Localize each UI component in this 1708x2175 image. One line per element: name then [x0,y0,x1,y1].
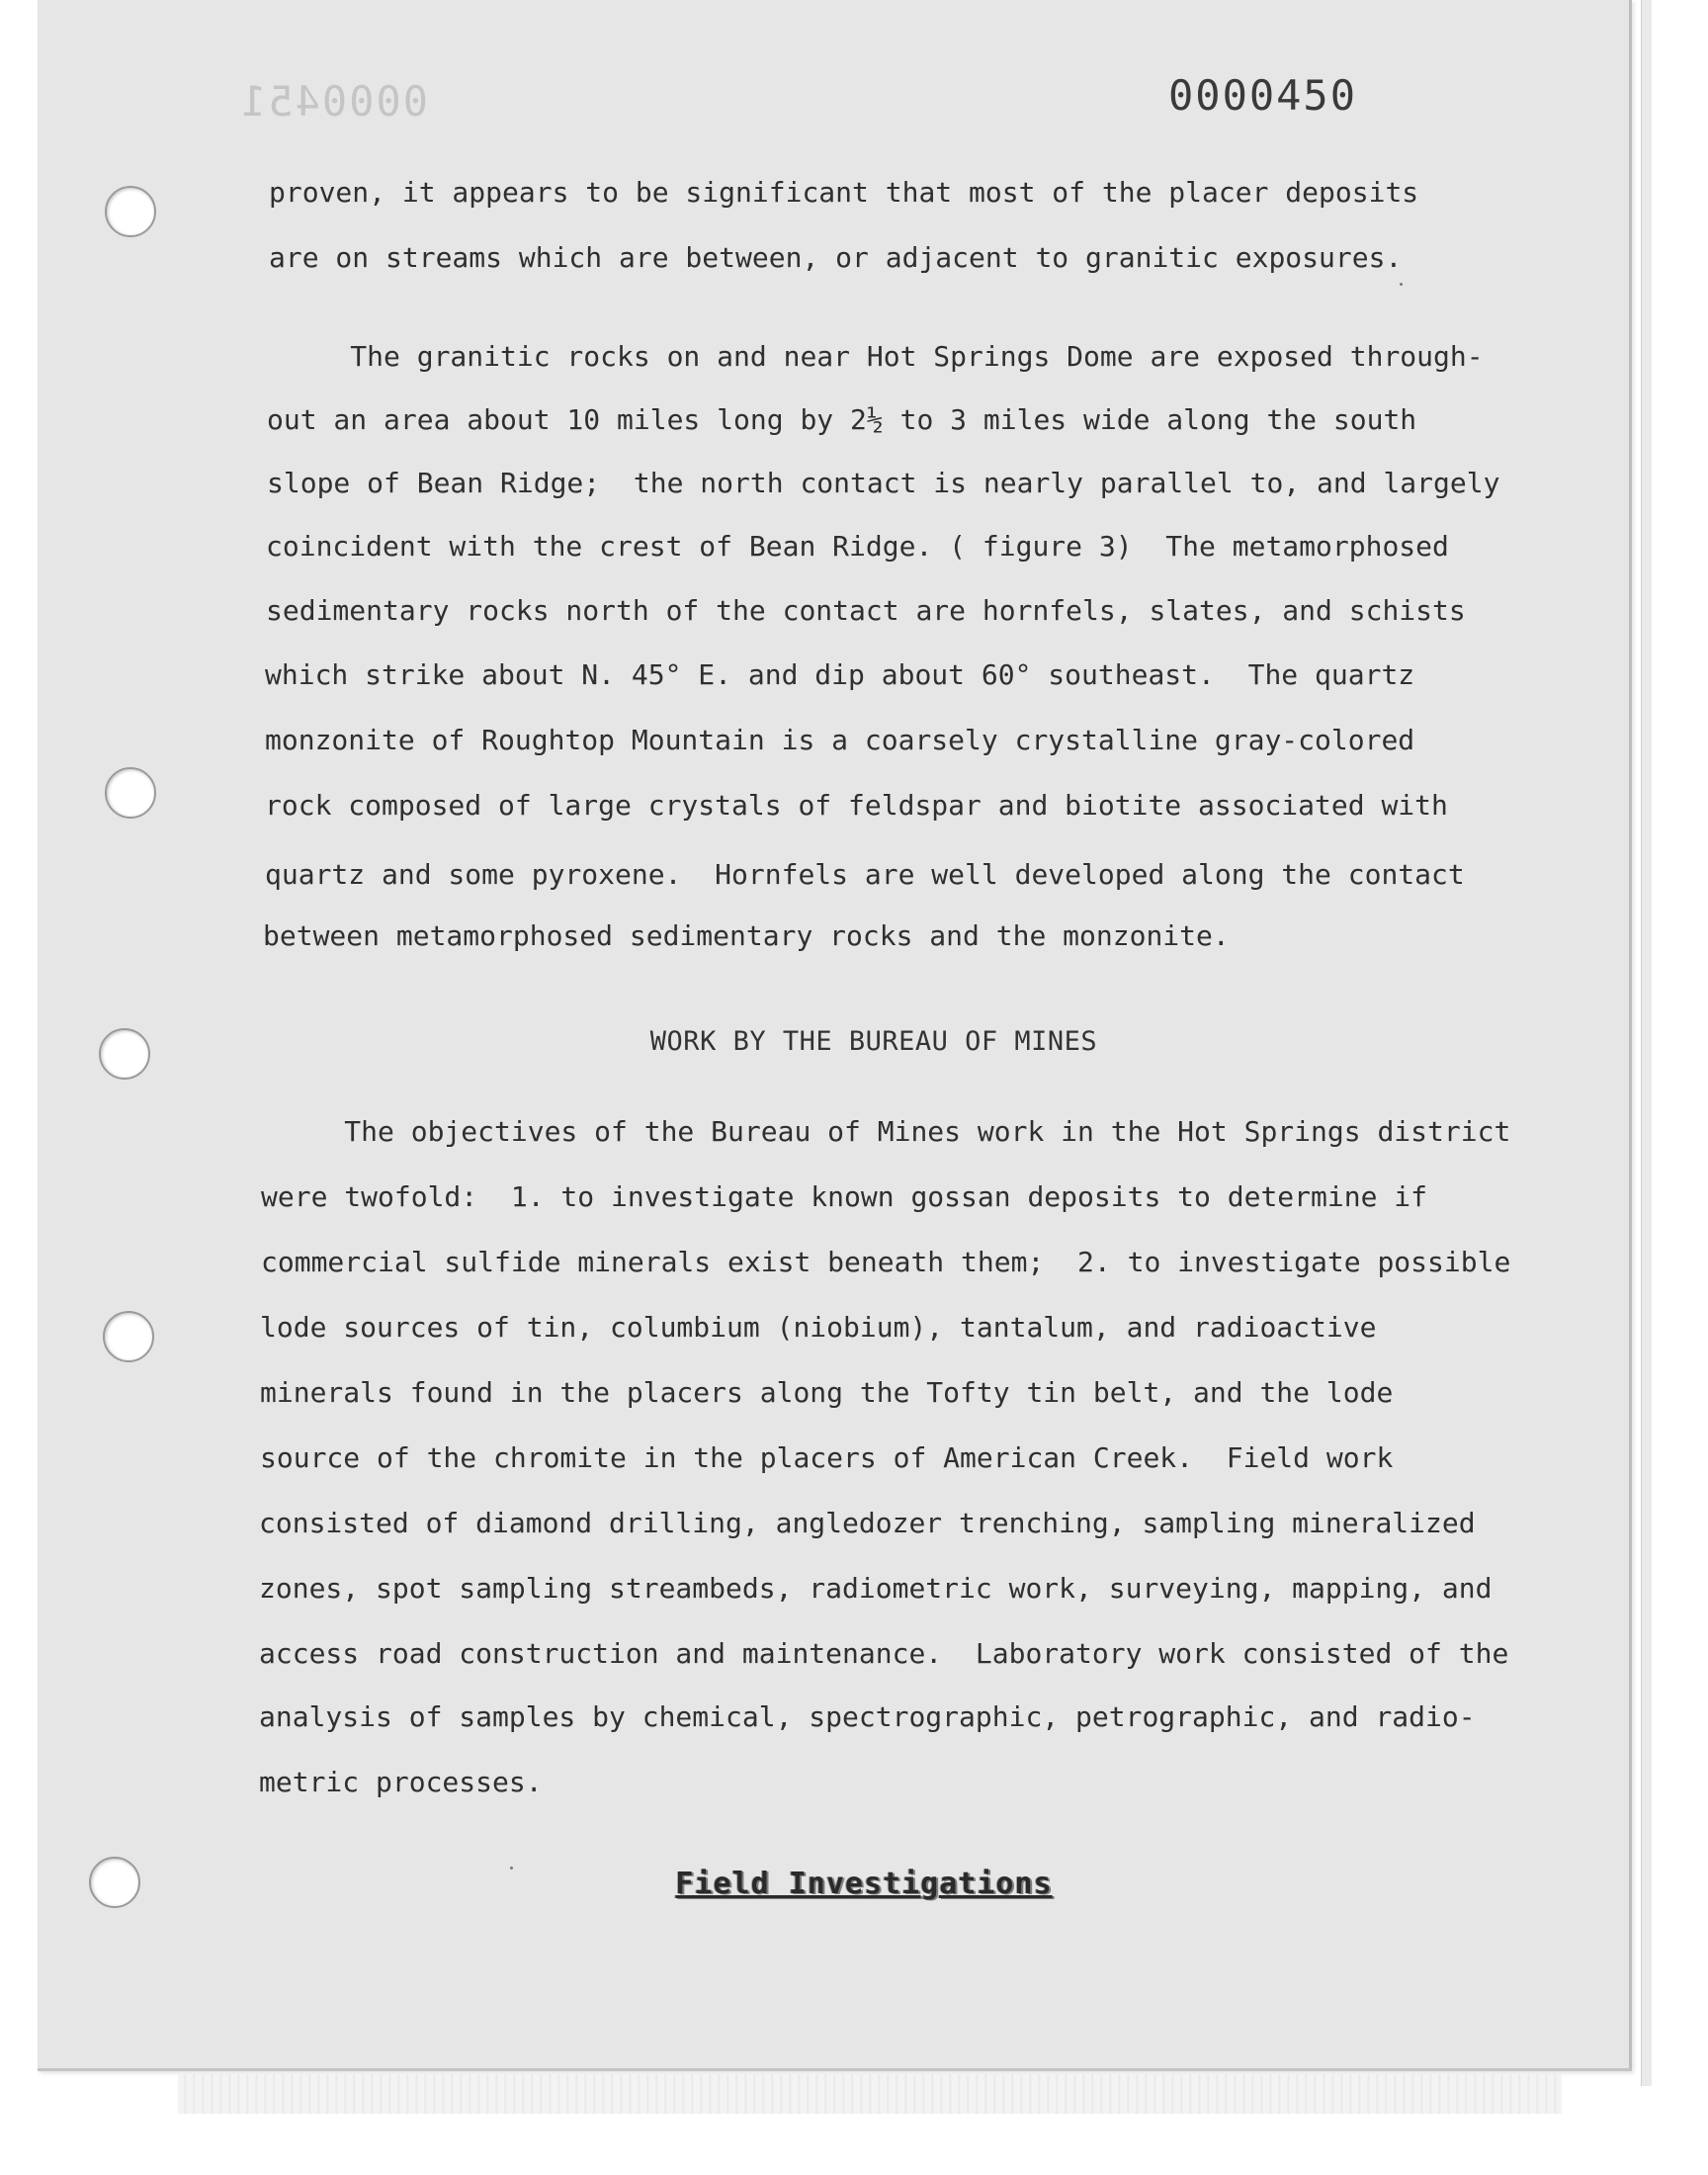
text-line: source of the chromite in the placers of American Creek. Field work [260,1441,1394,1474]
punch-hole [105,186,156,237]
text-line: The objectives of the Bureau of Mines work in the Hot Springs district [261,1115,1511,1148]
text-line: consisted of diamond drilling, angledozer trenching, sampling mineralized [259,1507,1476,1539]
text-line: are on streams which are between, or adjacent to granitic exposures. [269,241,1403,274]
text-line: access road construction and maintenance. Laboratory work consisted of the [259,1637,1509,1670]
text-line: lode sources of tin, columbium (niobium), tantalum, and radioactive [260,1311,1377,1344]
text-line: were twofold: 1. to investigate known gossan deposits to determine if [261,1180,1428,1213]
text-line: zones, spot sampling streambeds, radiometric work, surveying, mapping, and [259,1572,1493,1605]
text-line: The granitic rocks on and near Hot Springs Dome are exposed through- [267,340,1484,373]
punch-hole [103,1311,154,1362]
scan-bottom-strip [178,2074,1562,2114]
subsection-heading-text: Field Investigations [675,1867,1053,1901]
text-line: slope of Bean Ridge; the north contact is nearly parallel to, and largely [267,467,1500,499]
section-heading [0,1026,1708,1057]
text-line: metric processes. [259,1766,543,1798]
text-line: sedimentary rocks north of the contact are hornfels, slates, and schists [266,594,1466,627]
punch-hole [105,767,156,819]
bleed-through-page-number: 0000451 [239,77,429,126]
text-line: rock composed of large crystals of feldspar and biotite associated with [265,789,1448,822]
text-line: coincident with the crest of Bean Ridge. ( figure 3) The metamorphosed [266,530,1449,563]
section-heading-text: WORK BY THE BUREAU OF MINES [649,1026,1098,1057]
text-line: minerals found in the placers along the Tofty tin belt, and the lode [260,1376,1394,1409]
scan-speck [1400,283,1403,286]
text-line: commercial sulfide minerals exist beneath them; 2. to investigate possible [261,1246,1511,1278]
subsection-heading [0,1867,1708,1901]
text-line: out an area about 10 miles long by 2½ to 3 miles wide along the south [267,403,1417,436]
text-line: monzonite of Roughtop Mountain is a coarsely crystalline gray-colored [265,724,1415,756]
text-line: quartz and some pyroxene. Hornfels are well developed along the contact [265,858,1465,891]
text-line: proven, it appears to be significant that most of the placer deposits [269,176,1419,209]
text-line: between metamorphosed sedimentary rocks and the monzonite. [263,919,1230,952]
text-line: analysis of samples by chemical, spectrographic, petrographic, and radio- [259,1700,1476,1733]
page-stamp-number: 0000450 [1168,71,1358,120]
scan-speck [510,1867,513,1870]
text-line: which strike about N. 45° E. and dip about 60° southeast. The quartz [265,658,1415,691]
